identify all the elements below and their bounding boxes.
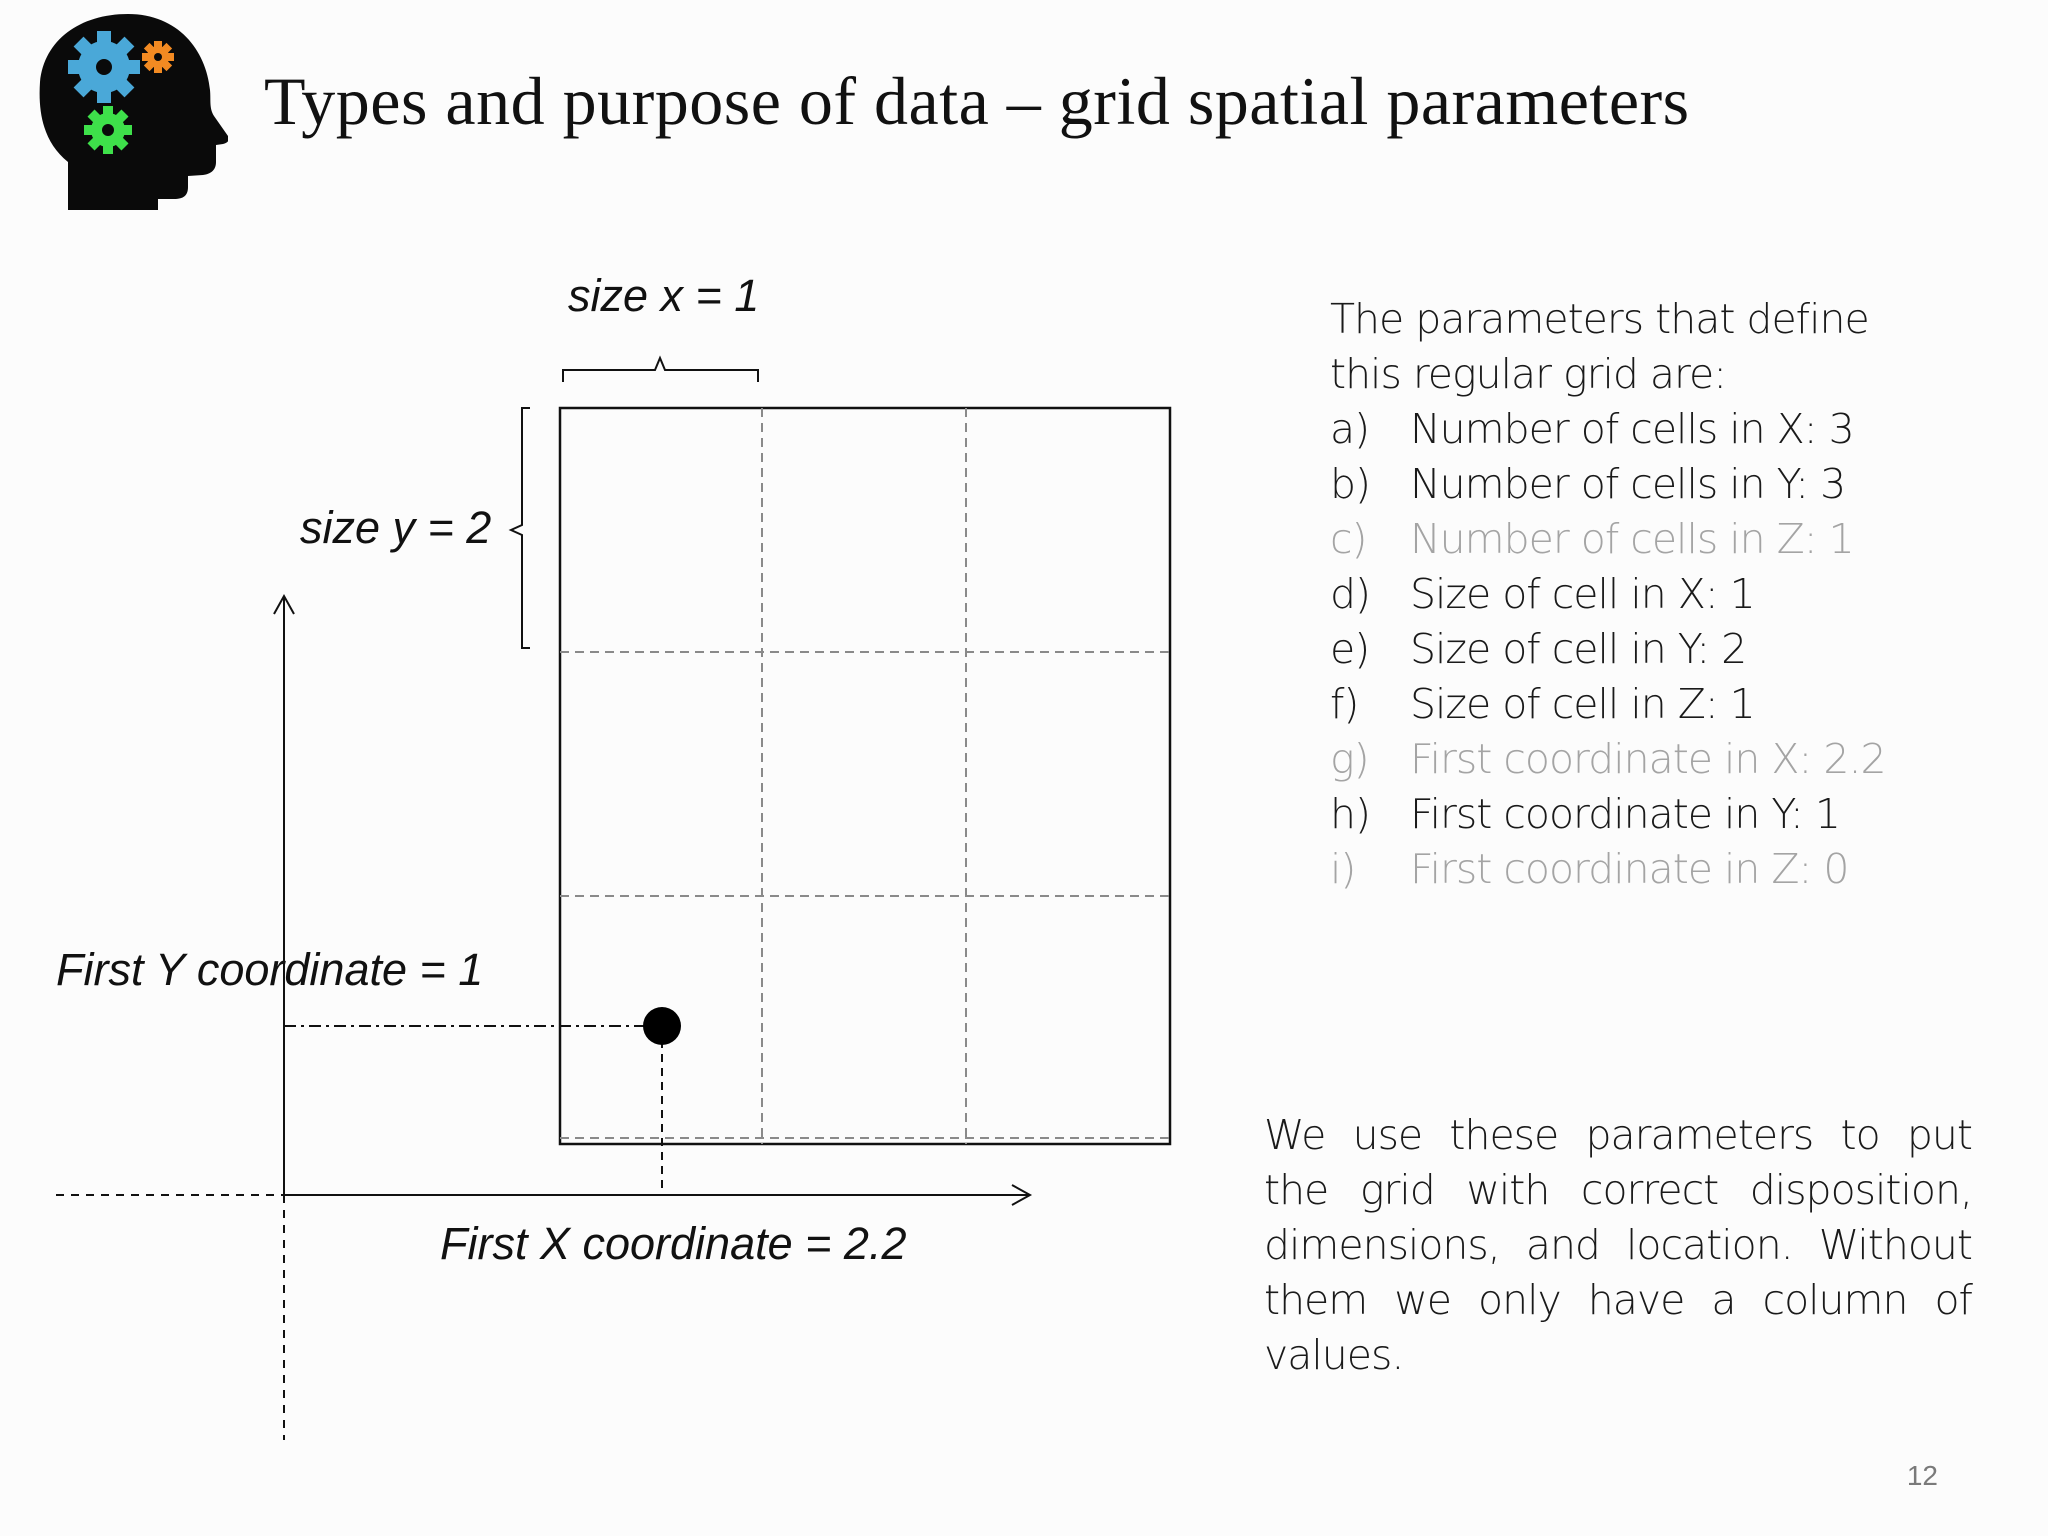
parameter-text: Size of cell in X: 1 [1410,570,1755,618]
parameter-marker: a) [1330,405,1370,453]
size-x-bracket [563,358,758,382]
parameter-item [1330,457,1950,512]
parameter-item [1330,732,1950,787]
first-cell-origin-point [643,1007,681,1045]
parameter-marker: f) [1330,680,1359,728]
usage-note: We use these parameters to put the grid with correct disposition, dimensions, and location. Without them we only have a column of values. [1264,1111,1972,1379]
first-x-coordinate-label: First X coordinate = 2.2 [440,1218,907,1269]
parameter-text: Number of cells in Z: 1 [1410,515,1854,563]
size-x-label: size x = 1 [568,270,760,321]
parameter-text: Size of cell in Y: 2 [1410,625,1747,673]
parameter-marker: c) [1330,515,1367,563]
parameter-item [1330,622,1950,677]
parameter-text: First coordinate in Y: 1 [1410,790,1840,838]
coordinate-axes [274,596,1030,1205]
parameter-marker: g) [1330,735,1369,783]
parameter-text: Number of cells in X: 3 [1410,405,1854,453]
parameter-item [1330,512,1950,567]
parameters-intro: The parameters that define this regular grid are: [1330,295,1869,398]
parameter-marker: h) [1330,790,1370,838]
size-y-label: size y = 2 [300,502,492,553]
parameter-item [1330,677,1950,732]
parameter-marker: i) [1330,845,1356,893]
parameter-marker: b) [1330,460,1371,508]
page-title: Types and purpose of data – grid spatial parameters [264,63,1690,139]
parameter-item [1330,787,1950,842]
first-y-coordinate-label: First Y coordinate = 1 [56,944,484,995]
axis-extensions [56,1195,284,1440]
page-number: 12 [1906,1460,1938,1491]
parameter-item [1330,842,1950,897]
parameter-marker: d) [1330,570,1371,618]
grid-parameters [1330,292,1950,897]
parameter-text: Number of cells in Y: 3 [1410,460,1846,508]
parameter-item [1330,402,1950,457]
parameter-text: First coordinate in X: 2.2 [1410,735,1886,783]
parameter-text: First coordinate in Z: 0 [1410,845,1849,893]
parameters-list [1330,402,1950,897]
parameter-marker: e) [1330,625,1370,673]
parameter-item [1330,567,1950,622]
parameter-text: Size of cell in Z: 1 [1410,680,1755,728]
size-y-bracket [511,408,530,648]
origin-guides [284,1026,662,1195]
